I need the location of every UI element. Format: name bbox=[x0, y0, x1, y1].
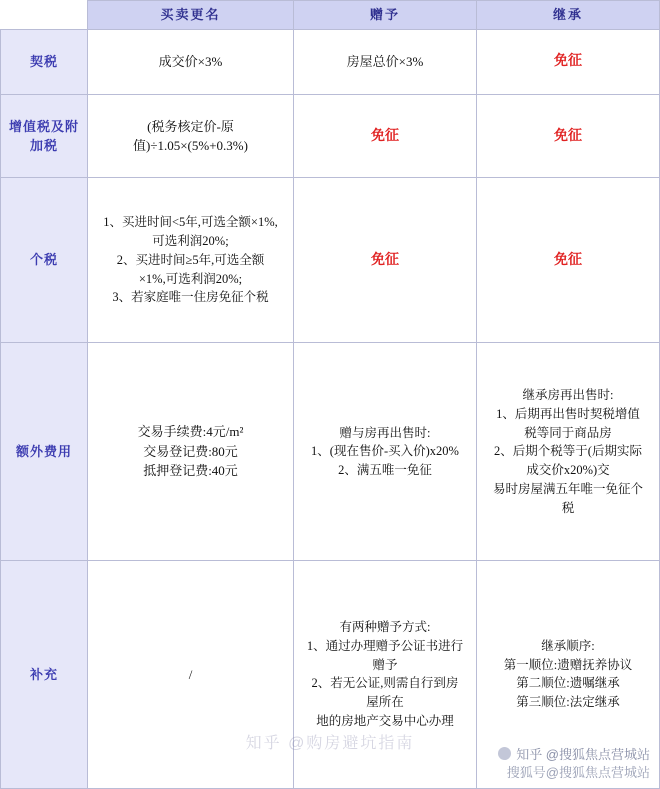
table-row bbox=[1, 95, 660, 178]
watermark-center: 知乎 @购房避坑指南 bbox=[245, 735, 415, 752]
cell-text: 免征 bbox=[371, 252, 399, 268]
cell-text: 房屋总价×3% bbox=[346, 54, 424, 70]
cell-deed-tax-gift bbox=[294, 29, 477, 95]
table-header-row bbox=[1, 1, 660, 30]
cell-supplement-inheritance bbox=[477, 560, 660, 788]
cell-vat-gift bbox=[294, 95, 477, 178]
cell-income-tax-sale bbox=[88, 178, 294, 343]
cell-text: 1、买进时间<5年,可选全额×1%, 可选利润20%; 2、买进时间≥5年,可选全额 ×1%,可选利润20%; 3、若家庭唯一住房免征个税 bbox=[103, 215, 278, 305]
header-col-gift: 赠予 bbox=[294, 1, 477, 30]
cell-extra-fees-inheritance bbox=[477, 343, 660, 560]
cell-vat-inheritance bbox=[477, 95, 660, 178]
cell-text: 继承顺序: 第一顺位:遗赠抚养协议 第二顺位:遗嘱继承 第三顺位:法定继承 bbox=[503, 638, 633, 710]
cell-extra-fees-sale bbox=[88, 343, 294, 560]
cell-text: 成交价×3% bbox=[158, 54, 223, 70]
cell-text: 继承房再出售时: 1、后期再出售时契税增值 税等同于商品房 2、后期个税等于(后期实际 成交价x20%)交 易时房屋满五年唯一免征个 税 bbox=[492, 388, 643, 515]
table-body bbox=[1, 29, 660, 789]
cell-supplement-gift bbox=[294, 560, 477, 788]
cell-income-tax-inheritance bbox=[477, 178, 660, 343]
header-corner-cell bbox=[1, 1, 88, 30]
cell-text: 交易手续费:4元/m² 交易登记费:80元 抵押登记费:40元 bbox=[137, 424, 244, 479]
row-label-income-tax: 个税 bbox=[1, 178, 88, 343]
cell-deed-tax-sale bbox=[88, 29, 294, 95]
header-col-inheritance: 继承 bbox=[477, 1, 660, 30]
cell-text: 免征 bbox=[554, 128, 582, 144]
header-col-sale-rename: 买卖更名 bbox=[88, 1, 294, 30]
row-label-vat: 增值税及附加税 bbox=[1, 95, 88, 178]
cell-text: 免征 bbox=[554, 252, 582, 268]
cell-supplement-sale bbox=[88, 560, 294, 788]
table-row bbox=[1, 29, 660, 95]
cell-extra-fees-gift bbox=[294, 343, 477, 560]
table-header bbox=[1, 1, 660, 30]
cell-vat-sale bbox=[88, 95, 294, 178]
cell-deed-tax-inheritance bbox=[477, 29, 660, 95]
cell-text: (税务核定价-原 值)÷1.05×(5%+0.3%) bbox=[133, 118, 248, 154]
cell-text: 免征 bbox=[554, 54, 582, 70]
row-label-supplement: 补充 bbox=[1, 560, 88, 788]
table-row bbox=[1, 178, 660, 343]
cell-income-tax-gift bbox=[294, 178, 477, 343]
row-label-deed-tax: 契税 bbox=[1, 29, 88, 95]
table-row bbox=[1, 560, 660, 788]
watermark-brand-label: 搜狐号@搜狐焦点营城站 bbox=[506, 765, 650, 780]
cell-text: / bbox=[188, 666, 193, 682]
cell-text: 赠与房再出售时: 1、(现在售价-买入价)x20% 2、满五唯一免征 bbox=[311, 425, 459, 478]
row-label-extra-fees: 额外费用 bbox=[1, 343, 88, 560]
cell-text: 免征 bbox=[371, 128, 399, 144]
cell-text: 有两种赠予方式: 1、通过办理赠予公证书进行 赠予 2、若无公证,则需自行到房 屋所在 地的房地产交易中心办理 bbox=[306, 620, 464, 728]
table-row bbox=[1, 343, 660, 560]
watermark-zhihu-label: 知乎 @搜狐焦点营城站 bbox=[516, 747, 650, 762]
